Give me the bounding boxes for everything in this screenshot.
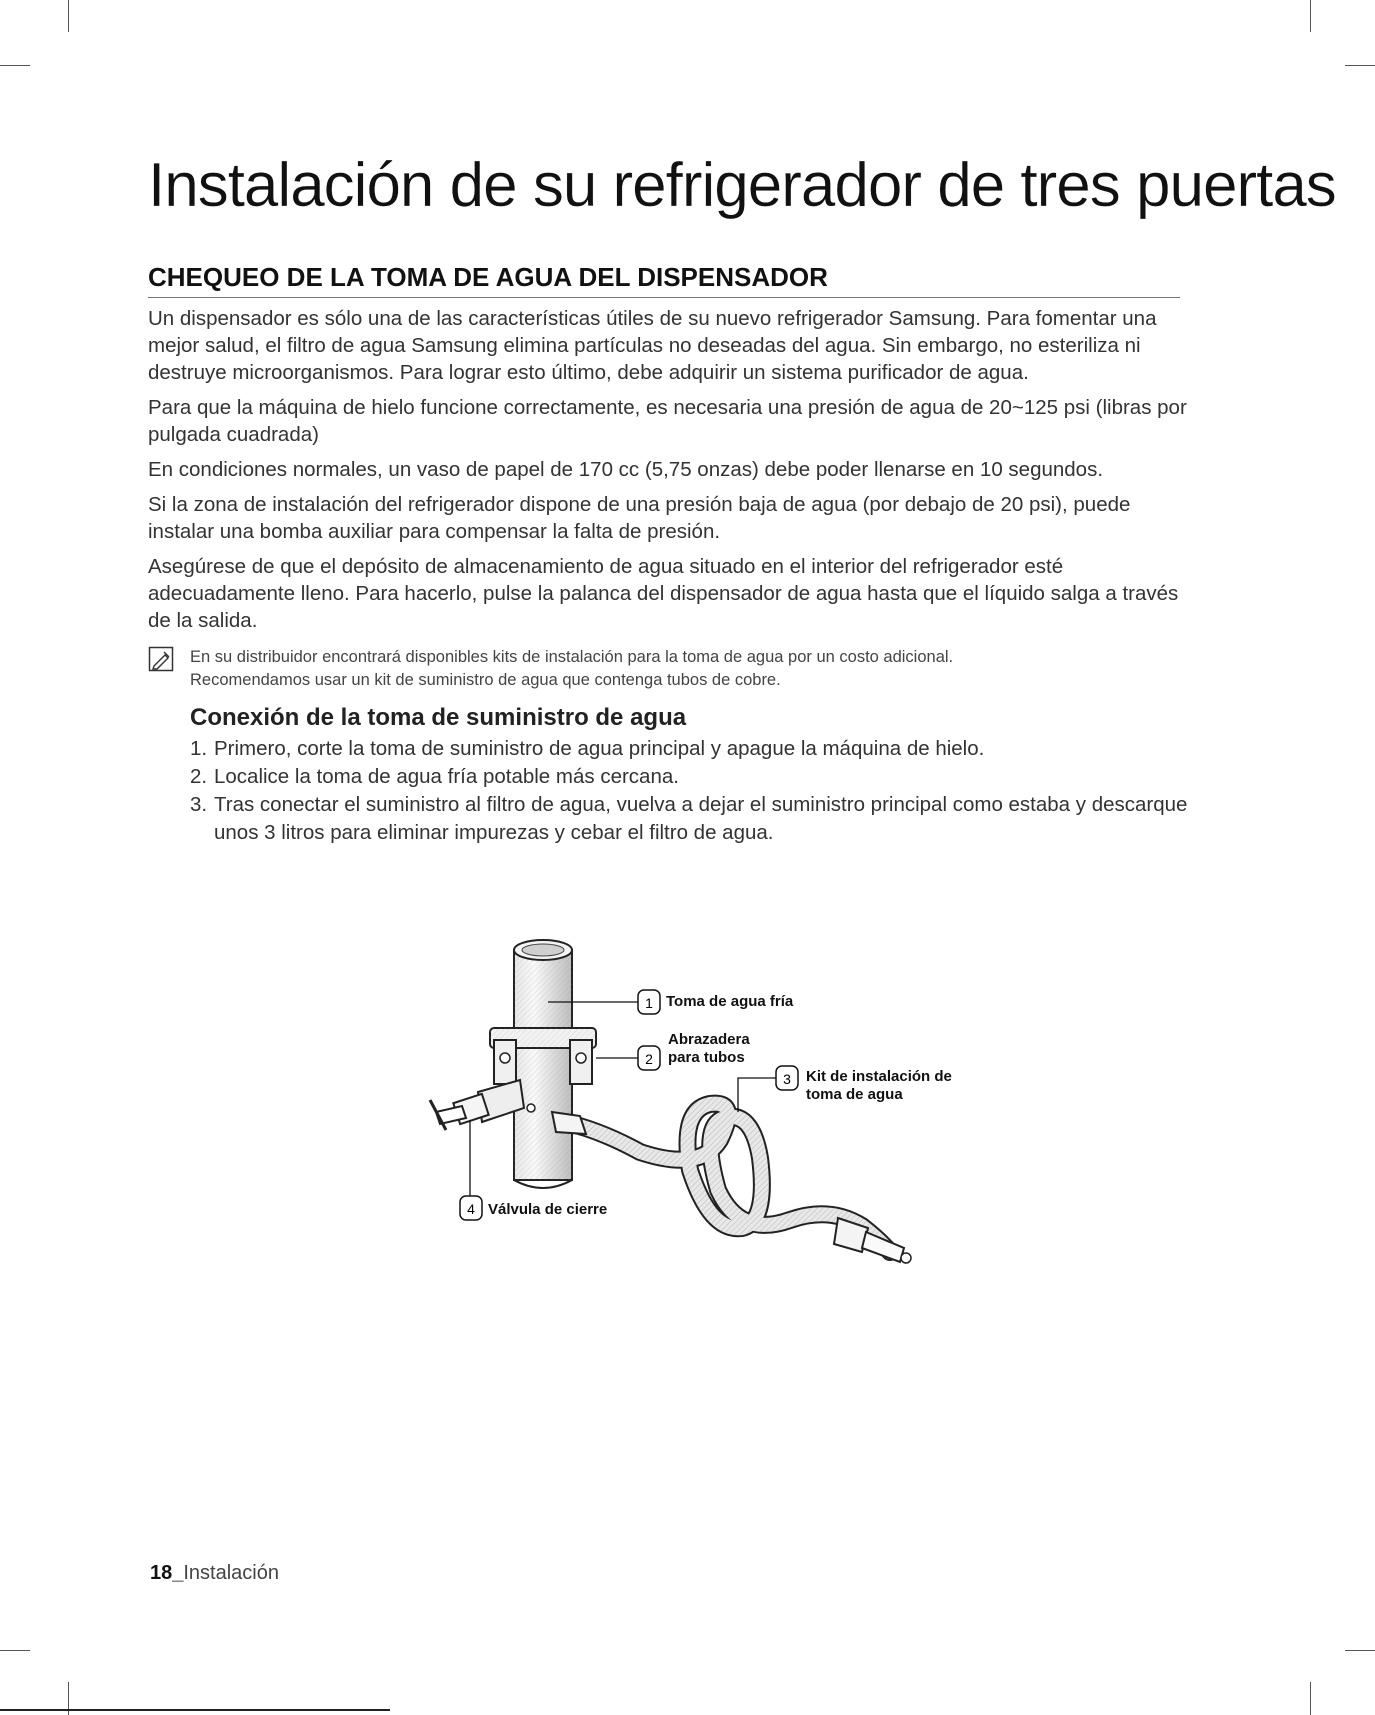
svg-text:2: 2 bbox=[645, 1051, 653, 1067]
callout-2-badge bbox=[638, 1046, 660, 1070]
note-line: Recomendamos usar un kit de suministro de agua que contenga tubos de cobre. bbox=[190, 671, 781, 689]
paragraph: Si la zona de instalación del refrigerador dispone de una presión baja de agua (por debajo de 20 psi), puede instalar una bomba auxiliar para compensar la falta de presión. bbox=[148, 493, 1131, 543]
svg-text:4: 4 bbox=[467, 1201, 475, 1217]
step-number: 3. bbox=[190, 793, 208, 816]
subsection-heading: Conexión de la toma de suministro de agua bbox=[190, 704, 687, 731]
section-heading: CHEQUEO DE LA TOMA DE AGUA DEL DISPENSADOR bbox=[148, 262, 1180, 298]
step-text: Primero, corte la toma de suministro de agua principal y apague la máquina de hielo. bbox=[214, 737, 985, 760]
callout-2-label bbox=[668, 1031, 750, 1067]
step-number: 2. bbox=[190, 765, 208, 788]
page-number: 18_ bbox=[150, 1562, 184, 1584]
callout-1-badge bbox=[638, 990, 660, 1014]
cold-water-pipe bbox=[514, 940, 572, 1188]
callout-2-label-line: Abrazadera bbox=[668, 1031, 750, 1048]
callout-3-label-line: Kit de instalación de bbox=[806, 1068, 952, 1085]
paragraph: Para que la máquina de hielo funcione correctamente, es necesaria una presión de agua de 20~125 psi (libras por pulgada cuadrada) bbox=[148, 396, 1187, 446]
callout-3-badge bbox=[776, 1066, 798, 1090]
step-text: Tras conectar el suministro al filtro de agua, vuelva a dejar el suministro principal como estaba y descarque unos 3 litros para eliminar impurezas y cebar el filtro de agua. bbox=[214, 793, 1188, 844]
paragraph: En condiciones normales, un vaso de papel de 170 cc (5,75 onzas) debe poder llenarse en 10 segundos. bbox=[148, 458, 1104, 481]
step-text: Localice la toma de agua fría potable más cercana. bbox=[214, 765, 679, 788]
note-line: En su distribuidor encontrará disponibles kits de instalación para la toma de agua por un costo adicional. bbox=[190, 648, 954, 666]
paragraph: Un dispensador es sólo una de las características útiles de su nuevo refrigerador Samsung. Para fomentar una mejor salud, el filtro de agua Samsung elimina partículas no deseadas del agua. Sin embargo, no esteriliza ni destruye microorganismos. Para lograr esto último, debe adquirir un sistema purificador de agua. bbox=[148, 307, 1157, 384]
step-number: 1. bbox=[190, 737, 208, 760]
page-footer bbox=[150, 1562, 279, 1585]
callout-2-label-line: para tubos bbox=[668, 1049, 745, 1066]
page-title: Instalación de su refrigerador de tres puertas bbox=[148, 151, 1336, 220]
svg-text:3: 3 bbox=[783, 1071, 791, 1087]
water-line-coil bbox=[552, 1104, 911, 1263]
callout-4-badge bbox=[460, 1196, 482, 1220]
callout-3-label bbox=[806, 1068, 952, 1104]
footer-section: Instalación bbox=[183, 1562, 279, 1584]
callout-4-label: Válvula de cierre bbox=[488, 1201, 608, 1218]
svg-text:1: 1 bbox=[645, 995, 653, 1011]
callout-1-label: Toma de agua fría bbox=[666, 993, 794, 1010]
callout-3-label-line: toma de agua bbox=[806, 1086, 903, 1103]
paragraph: Asegúrese de que el depósito de almacenamiento de agua situado en el interior del refrigerador esté adecuadamente lleno. Para hacerlo, pulse la palanca del dispensador de agua hasta que el líquido salga a través de la salida. bbox=[148, 555, 1179, 632]
